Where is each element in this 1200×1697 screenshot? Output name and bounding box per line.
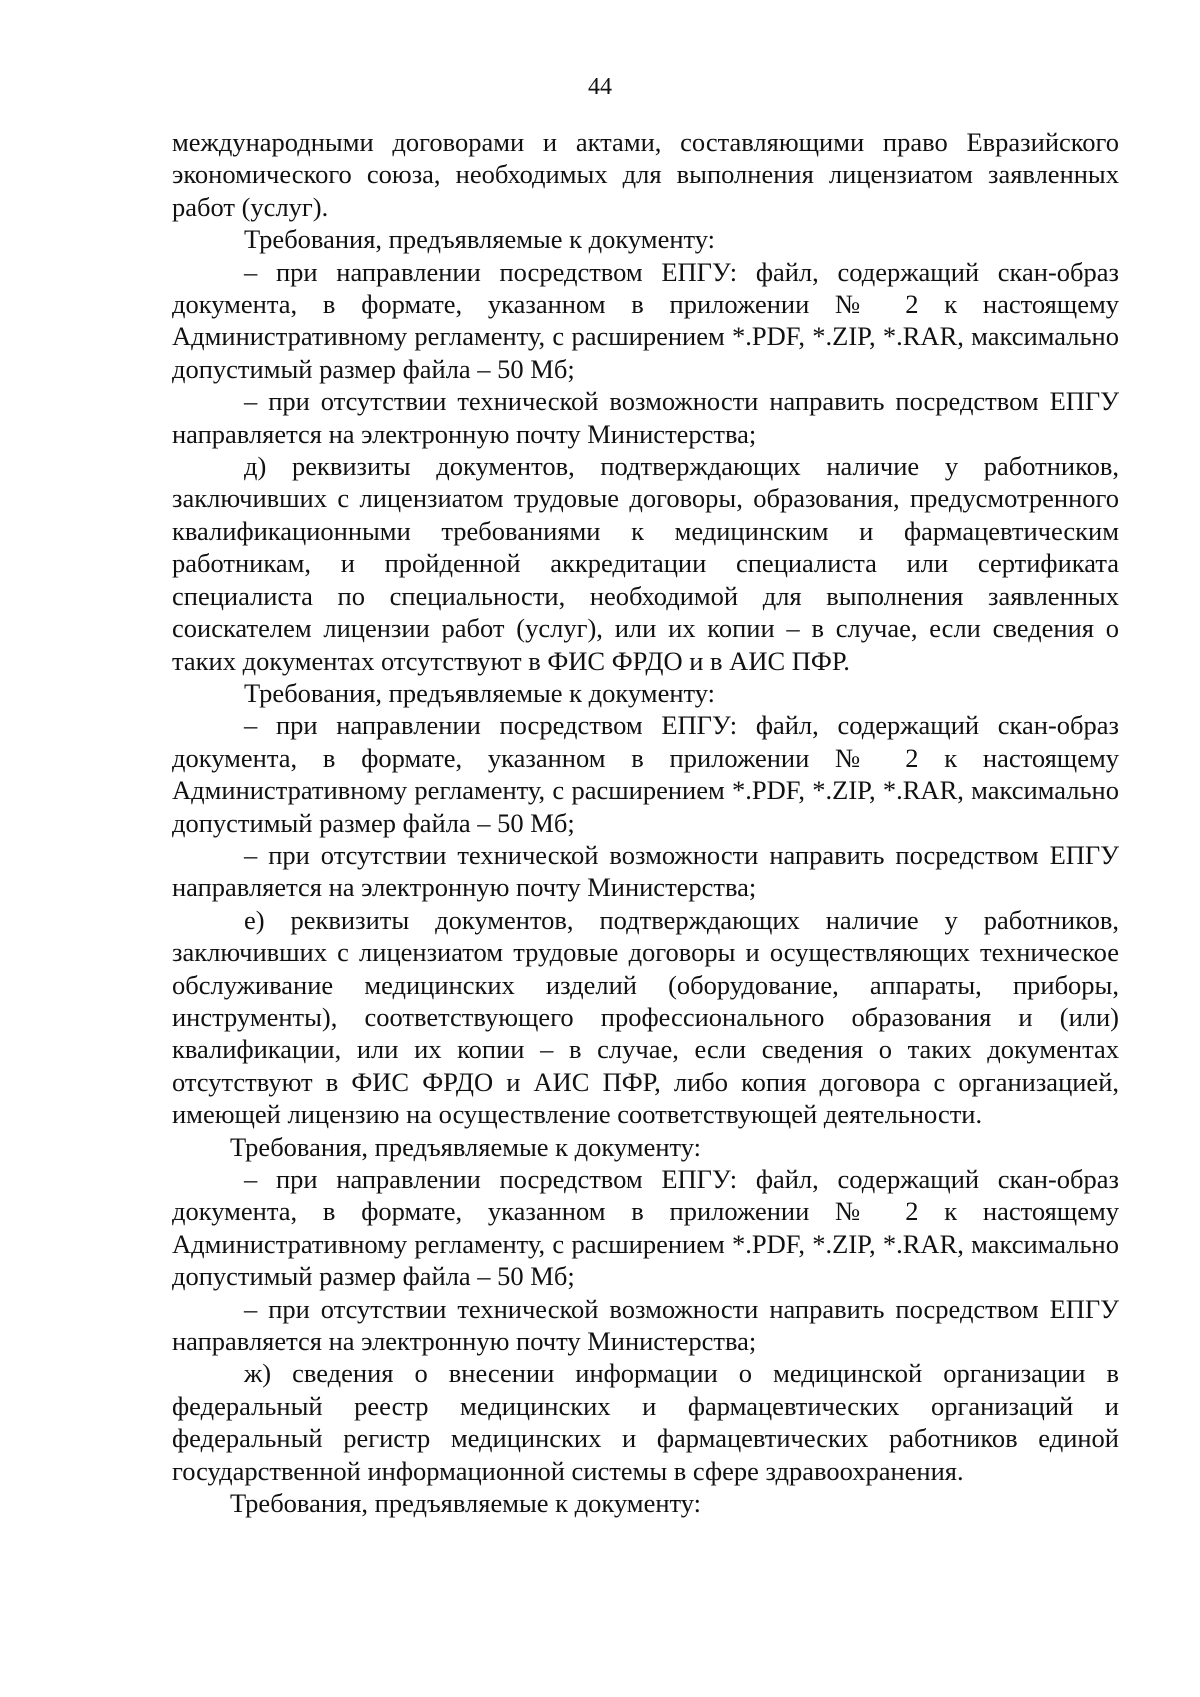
paragraph-item-d: д) реквизиты документов, подтверждающих наличие у работников, заключивших с лицензиатом трудовые договоры, образования, предусмотренного квалификационными требованиями к медицинским и фармацевтическим работникам, и пройденной аккредитации специалиста или сертификата специалиста по специальности, необходимой для выполнения заявленных соискателем лицензии работ (услуг), или их копии – в случае, если сведения о таких документах отсутствуют в ФИС ФРДО и в АИС ПФР. xyxy=(172,451,1119,676)
page-number: 44 xyxy=(588,74,612,100)
paragraph-item-zh: ж) сведения о внесении информации о медицинской организации в федеральный реестр медицинских и фармацевтических организаций и федеральный регистр медицинских и фармацевтических работников единой государственной информационной системы в сфере здравоохранения. xyxy=(172,1358,1119,1486)
requirement-email-fallback: – при отсутствии технической возможности направить посредством ЕПГУ направляется на электронную почту Министерства; xyxy=(172,386,1119,449)
document-body xyxy=(172,126,1119,1519)
requirement-epgu-file: – при направлении посредством ЕПГУ: файл, содержащий скан-образ документа, в формате, указанном в приложении № 2 к настоящему Административному регламенту, с расширением *.PDF, *.ZIP, *.RAR, максимально допустимый размер файла – 50 Мб; xyxy=(172,710,1119,838)
requirements-heading: Требования, предъявляемые к документу: xyxy=(230,1488,702,1519)
requirement-epgu-file: – при направлении посредством ЕПГУ: файл, содержащий скан-образ документа, в формате, указанном в приложении № 2 к настоящему Административному регламенту, с расширением *.PDF, *.ZIP, *.RAR, максимально допустимый размер файла – 50 Мб; xyxy=(172,1164,1119,1292)
paragraph-continuation: международными договорами и актами, составляющими право Евразийского экономического союза, необходимых для выполнения лицензиатом заявленных работ (услуг). xyxy=(172,127,1119,222)
requirements-heading: Требования, предъявляемые к документу: xyxy=(230,1131,702,1162)
requirement-epgu-file: – при направлении посредством ЕПГУ: файл, содержащий скан-образ документа, в формате, указанном в приложении № 2 к настоящему Административному регламенту, с расширением *.PDF, *.ZIP, *.RAR, максимально допустимый размер файла – 50 Мб; xyxy=(172,256,1119,384)
requirement-email-fallback: – при отсутствии технической возможности направить посредством ЕПГУ направляется на электронную почту Министерства; xyxy=(172,1293,1119,1357)
requirements-heading: Требования, предъявляемые к документу: xyxy=(244,224,716,255)
requirements-heading: Требования, предъявляемые к документу: xyxy=(244,677,716,708)
requirement-email-fallback: – при отсутствии технической возможности направить посредством ЕПГУ направляется на электронную почту Министерства; xyxy=(172,839,1119,903)
paragraph-item-e: е) реквизиты документов, подтверждающих наличие у работников, заключивших с лицензиатом трудовые договоры и осуществляющих техническое обслуживание медицинских изделий (оборудование, аппараты, приборы, инструменты), соответствующего профессионального образования и (или) квалификации, или их копии – в случае, если сведения о таких документах отсутствуют в ФИС ФРДО и АИС ПФР, либо копия договора с организацией, имеющей лицензию на осуществление соответствующей деятельности. xyxy=(172,904,1119,1130)
